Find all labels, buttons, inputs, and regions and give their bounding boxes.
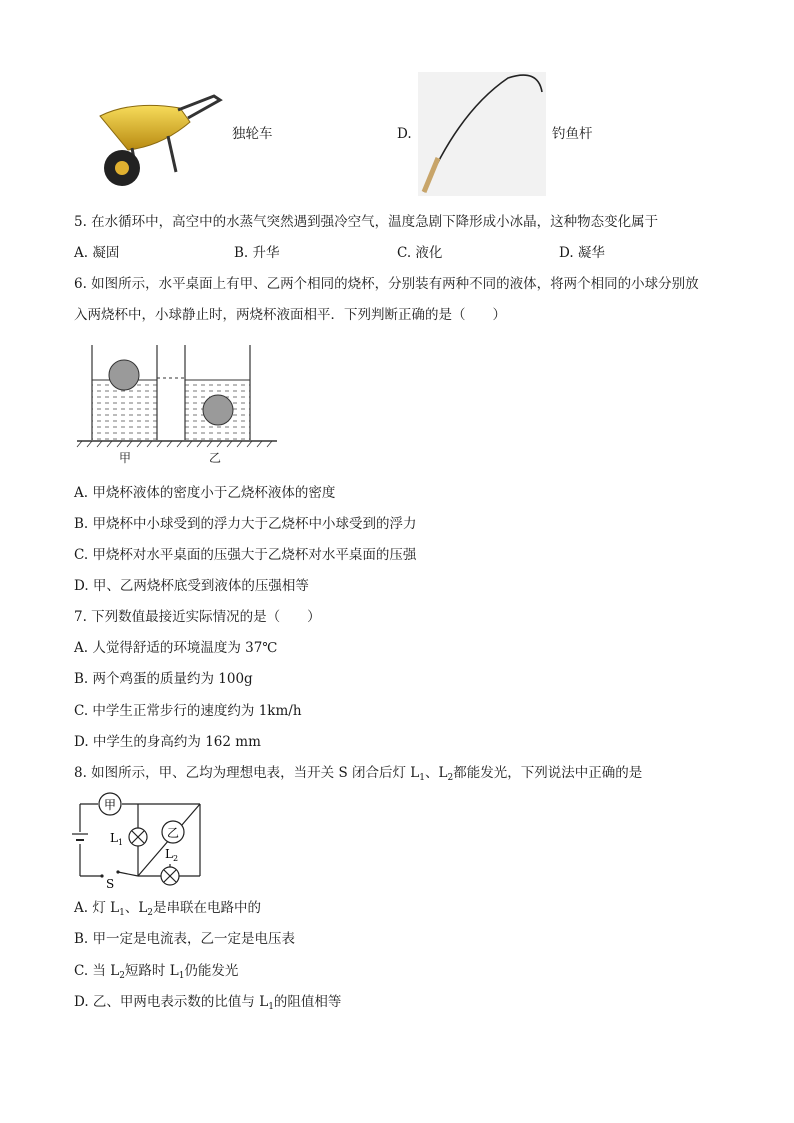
wheelbarrow-label: 独轮车 xyxy=(232,126,273,142)
lamp-1-subscript: 1 xyxy=(118,838,124,847)
q8-option-c: C. 当 $L_2$短路时 $L_1$仍能发光 xyxy=(74,963,239,981)
q7-option-d: D. 中学生的身高约为 162 mm xyxy=(74,734,261,750)
q5-option-c: C. 液化 xyxy=(397,245,443,261)
switch-label: S xyxy=(106,877,115,890)
fishing-rod-label: 钓鱼杆 xyxy=(552,126,593,142)
q8-option-b: B. 甲一定是电流表，乙一定是电压表 xyxy=(74,931,296,947)
option-d-marker: D. xyxy=(397,126,412,142)
beaker-left-label: 甲 xyxy=(119,451,132,465)
q6-option-d: D. 甲、乙两烧杯底受到液体的压强相等 xyxy=(74,578,309,594)
wheelbarrow-image xyxy=(92,88,228,194)
q7-option-a: A. 人觉得舒适的环境温度为 37℃ xyxy=(74,640,278,656)
question-6-stem-line1: 6. 如图所示，水平桌面上有甲、乙两个相同的烧杯，分别装有两种不同的液体，将两个相同的小球分别放 xyxy=(74,276,699,292)
q7-option-c: C. 中学生正常步行的速度约为 1km/h xyxy=(74,703,302,719)
beaker-right-label: 乙 xyxy=(209,451,222,465)
meter-2-label: 乙 xyxy=(167,826,180,840)
question-7-stem: 7. 下列数值最接近实际情况的是（ ） xyxy=(74,609,321,625)
q6-option-c: C. 甲烧杯对水平桌面的压强大于乙烧杯对水平桌面的压强 xyxy=(74,547,417,563)
q7-option-b: B. 两个鸡蛋的质量约为 100g xyxy=(74,671,253,687)
question-8-stem: 8. 如图所示，甲、乙均为理想电表，当开关 S 闭合后灯 $L_1$、$L_2$都能发光，下列说法中正确的是 xyxy=(74,765,643,783)
q8-option-a: A. 灯 $L_1$、$L_2$是串联在电路中的 xyxy=(74,900,262,918)
lamp-2-label: L xyxy=(165,847,173,861)
circuit-diagram xyxy=(70,792,210,890)
q6-option-b: B. 甲烧杯中小球受到的浮力大于乙烧杯中小球受到的浮力 xyxy=(74,516,417,532)
q6-option-a: A. 甲烧杯液体的密度小于乙烧杯液体的密度 xyxy=(74,485,336,501)
q5-option-a: A. 凝固 xyxy=(74,245,120,261)
q5-option-b: B. 升华 xyxy=(234,245,280,261)
q8-option-d: D. 乙、甲两电表示数的比值与 $L_1$的阻值相等 xyxy=(74,994,342,1012)
q5-option-d: D. 凝华 xyxy=(559,245,605,261)
lamp-1-label: L xyxy=(110,831,118,845)
beakers-diagram xyxy=(72,340,282,470)
lamp-2-subscript: 2 xyxy=(173,854,179,863)
meter-1-label: 甲 xyxy=(104,798,117,812)
question-5-stem: 5. 在水循环中，高空中的水蒸气突然遇到强冷空气，温度急剧下降形成小冰晶，这种物态变化属于 xyxy=(74,214,659,230)
question-6-stem-line2: 入两烧杯中，小球静止时，两烧杯液面相平．下列判断正确的是（ ） xyxy=(74,307,506,323)
fishing-rod-image xyxy=(418,72,546,196)
